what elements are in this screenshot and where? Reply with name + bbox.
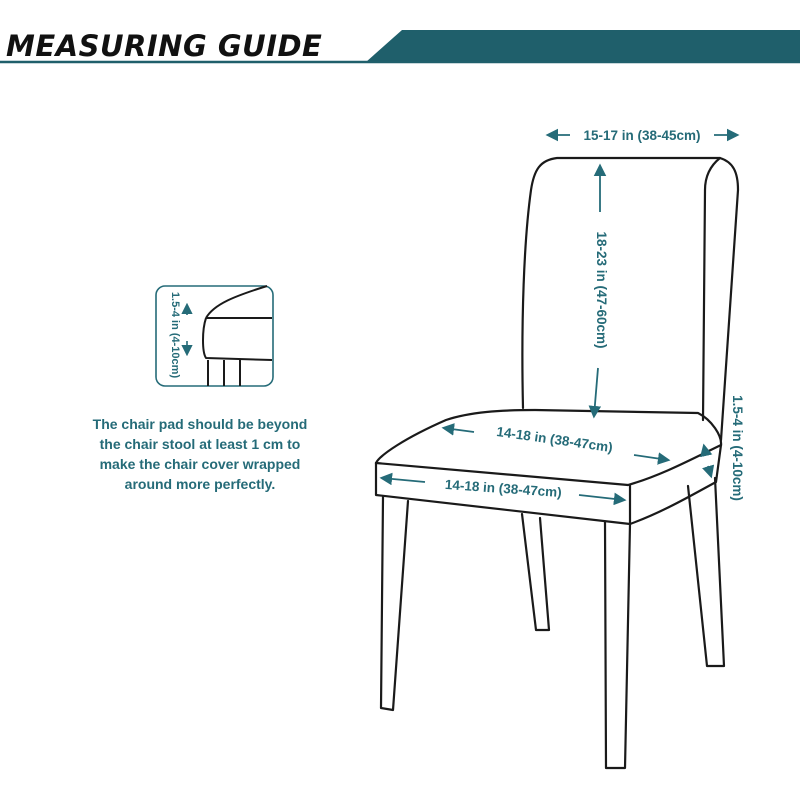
note-text [40, 414, 360, 494]
page-title: MEASURING GUIDE [6, 29, 323, 63]
inset-detail [156, 286, 273, 386]
backrest-width-label: 15-17 in (38-45cm) [583, 128, 701, 143]
seat-width-label: 14-18 in (38-47cm) [444, 476, 563, 501]
backrest-height-arrow-bottom [594, 368, 598, 416]
seat-side-height-arrow-bottom [708, 466, 711, 476]
seat-depth-arrow-right [634, 455, 668, 460]
seat-width-arrow-left [382, 478, 425, 482]
backrest-side-edge [703, 158, 720, 420]
backrest-height-label: 18-23 in (47-60cm) [594, 231, 609, 349]
note-line: The chair pad should be beyond [92, 416, 308, 432]
note-line: around more perfectly. [124, 476, 276, 492]
leg-front-left [381, 497, 408, 710]
seat-width-arrow-right [579, 495, 624, 500]
seat-depth-label: 14-18 in (38-47cm) [495, 423, 614, 456]
note-line: the chair stool at least 1 cm to [99, 436, 301, 452]
leg-back-left [522, 514, 549, 630]
seat-depth-arrow-left [444, 428, 474, 432]
pad-thickness-label: 1.5-4 in (4-10cm) [169, 291, 181, 379]
note-line: make the chair cover wrapped [99, 456, 301, 472]
leg-back-right [688, 478, 724, 666]
leg-front-right [605, 522, 630, 768]
chair-outline [376, 158, 738, 768]
seat-side-top-edge [628, 445, 721, 485]
seat-side-height-label: 1.5-4 in (4-10cm) [730, 395, 745, 501]
